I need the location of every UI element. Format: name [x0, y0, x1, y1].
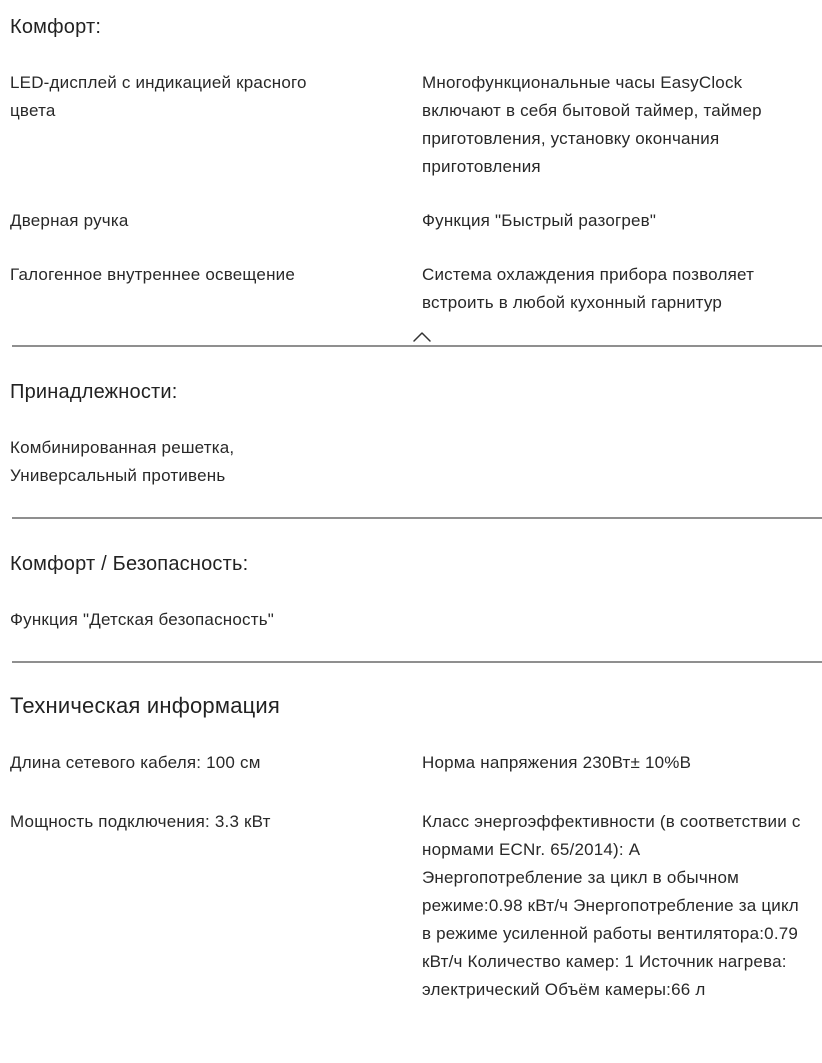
technical-rows — [10, 749, 822, 1004]
spec-row — [10, 749, 822, 777]
comfort-rows — [10, 69, 822, 317]
section-comfort-heading: Комфорт: — [10, 16, 102, 38]
spec-row — [10, 606, 822, 634]
chevron-up-icon — [412, 331, 432, 343]
spec-row — [10, 808, 822, 1004]
spec-item-right: Многофункциональные часы EasyClock включают в себя бытовой таймер, таймер приготовления, установку окончания приготовления — [422, 73, 762, 176]
section-technical — [10, 663, 822, 1004]
section-accessories — [10, 347, 822, 517]
spec-row — [10, 207, 822, 235]
spec-item-right: Функция "Быстрый разогрев" — [422, 211, 657, 230]
spec-item-right: Система охлаждения прибора позволяет встроить в любой кухонный гарнитур — [422, 265, 755, 312]
spec-item-left: Галогенное внутреннее освещение — [10, 265, 296, 284]
accessories-rows — [10, 434, 822, 490]
spec-item-left: Дверная ручка — [10, 211, 129, 230]
collapse-section-button[interactable] — [412, 329, 432, 345]
accessories-text: Комбинированная решетка, Универсальный противень — [10, 438, 235, 485]
spec-item-left: Длина сетевого кабеля: 100 см — [10, 753, 261, 772]
spec-item-right: Класс энергоэффективности (в соответствии с нормами ECNr. 65/2014): А Энергопотребление за цикл в обычном режиме:0.98 кВт/ч Энергопотребление за цикл в режиме усиленной работы вентилятора:0.79 кВт/ч Количество камер: 1 Источник нагрева: электрический Объём камеры:66 л — [422, 812, 801, 999]
section-comfort-safety — [10, 519, 822, 661]
comfort-safety-text: Функция "Детская безопасность" — [10, 610, 275, 629]
spec-item-left: LED-дисплей с индикацией красного цвета — [10, 73, 307, 120]
spec-row — [10, 261, 822, 317]
comfort-safety-rows — [10, 606, 822, 634]
section-accessories-heading: Принадлежности: — [10, 381, 178, 403]
spec-row — [10, 69, 822, 181]
section-comfort-safety-heading: Комфорт / Безопасность: — [10, 553, 249, 575]
spec-item-left: Мощность подключения: 3.3 кВт — [10, 812, 271, 831]
spec-item-right: Норма напряжения 230Вт± 10%В — [422, 753, 692, 772]
spec-row — [10, 434, 822, 490]
section-comfort — [10, 14, 822, 345]
collapse-row — [16, 329, 822, 345]
section-technical-heading: Техническая информация — [10, 693, 281, 718]
